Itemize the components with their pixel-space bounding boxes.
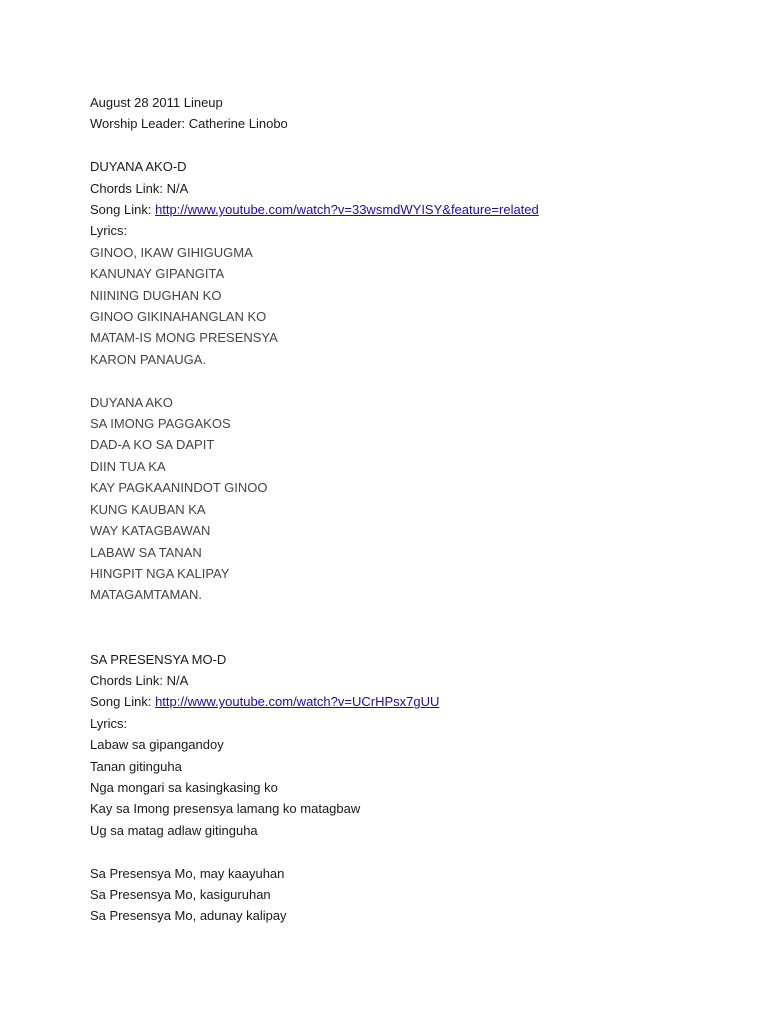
blank-line xyxy=(90,135,730,156)
lyric-line: MATAGAMTAMAN. xyxy=(90,587,202,603)
lyric-line: WAY KATAGBAWAN xyxy=(90,523,211,539)
song-link[interactable]: http://www.youtube.com/watch?v=33wsmdWYISY&feature=related xyxy=(155,202,539,218)
lyrics-label: Lyrics: xyxy=(90,223,128,239)
lyric-line: GINOO GIKINAHANGLAN KO xyxy=(90,309,267,325)
lyric-line: Sa Presensya Mo, kasiguruhan xyxy=(90,886,271,902)
lyric-line: Tanan gitinguha xyxy=(90,758,182,774)
song-link-line xyxy=(90,691,730,712)
song-title: SA PRESENSYA MO-D xyxy=(90,651,227,667)
lyric-line: Sa Presensya Mo, adunay kalipay xyxy=(90,908,287,924)
lyric-line: DAD-A KO SA DAPIT xyxy=(90,437,215,453)
lyric-line: KARON PANAUGA. xyxy=(90,351,207,367)
lyric-line: HINGPIT NGA KALIPAY xyxy=(90,565,230,581)
chords-link-label: Chords Link: N/A xyxy=(90,180,189,196)
song-link-line xyxy=(90,199,730,220)
lineup-date: August 28 2011 Lineup xyxy=(90,95,223,110)
lyric-line: KANUNAY GIPANGITA xyxy=(90,266,225,282)
blank-line xyxy=(90,370,730,391)
document-body xyxy=(90,92,730,927)
lyric-line: LABAW SA TANAN xyxy=(90,544,202,560)
song-title: DUYANA AKO-D xyxy=(90,159,187,175)
chords-link-label: Chords Link: N/A xyxy=(90,672,189,688)
song-link-label: Song Link: xyxy=(90,202,152,218)
lyric-line: Labaw sa gipangandoy xyxy=(90,737,224,753)
lyric-line: KUNG KAUBAN KA xyxy=(90,501,206,517)
lyrics-label: Lyrics: xyxy=(90,715,128,731)
lyric-line: NIINING DUGHAN KO xyxy=(90,287,222,303)
lyric-line: MATAM-IS MONG PRESENSYA xyxy=(90,330,278,346)
lyric-line: Kay sa Imong presensya lamang ko matagbaw xyxy=(90,801,361,817)
lyric-line: GINOO, IKAW GIHIGUGMA xyxy=(90,244,253,260)
lyric-line: Sa Presensya Mo, may kaayuhan xyxy=(90,865,285,881)
lyric-line: Nga mongari sa kasingkasing ko xyxy=(90,779,278,795)
lyric-line: DUYANA AKO xyxy=(90,394,173,410)
lyric-line: SA IMONG PAGGAKOS xyxy=(90,416,231,432)
lyric-line: DIIN TUA KA xyxy=(90,458,166,474)
worship-leader: Worship Leader: Catherine Linobo xyxy=(90,116,288,132)
blank-line xyxy=(90,606,730,649)
lyric-line: KAY PAGKAANINDOT GINOO xyxy=(90,480,268,496)
lyric-line: Ug sa matag adlaw gitinguha xyxy=(90,822,258,838)
song-link-label: Song Link: xyxy=(90,694,152,710)
blank-line xyxy=(90,841,730,862)
song-link[interactable]: http://www.youtube.com/watch?v=UCrHPsx7gUU xyxy=(155,694,440,710)
